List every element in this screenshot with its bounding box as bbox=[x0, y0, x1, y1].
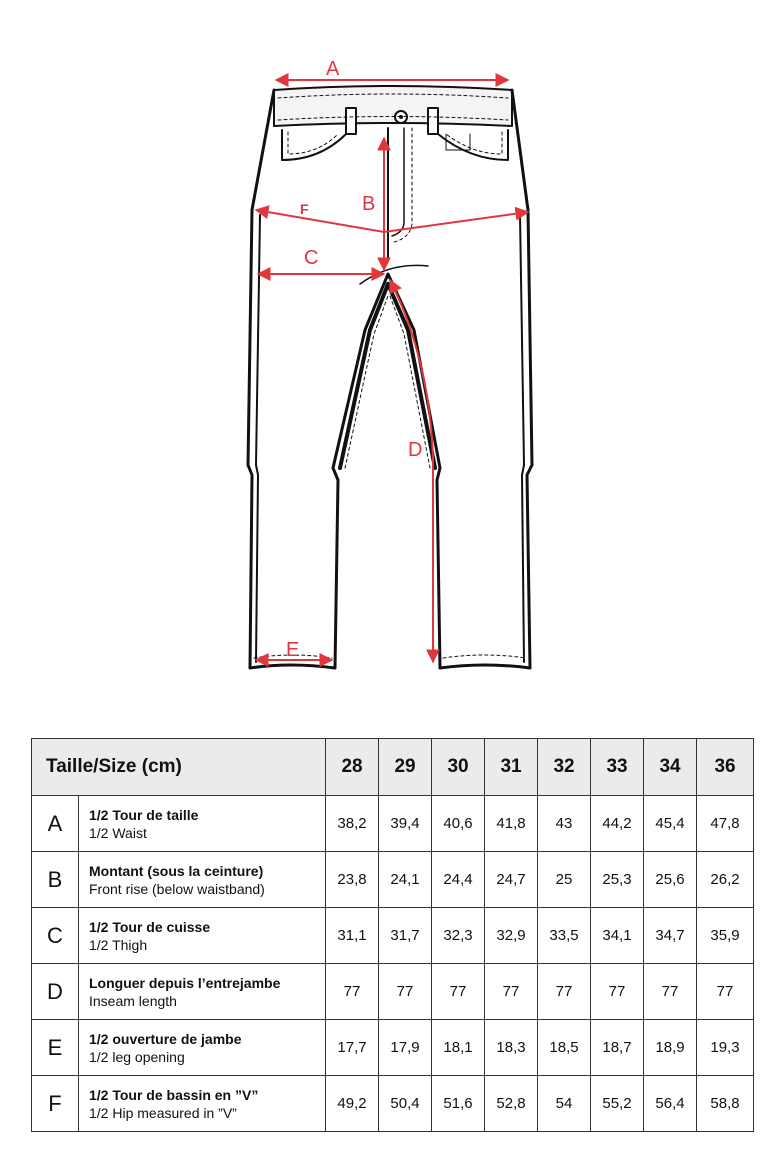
row-letter: D bbox=[32, 964, 79, 1020]
label-f: F bbox=[300, 201, 309, 217]
description-english: 1/2 Thigh bbox=[89, 936, 148, 953]
row-letter: C bbox=[32, 908, 79, 964]
size-header-31: 31 bbox=[485, 739, 538, 796]
table-cell: 77 bbox=[326, 964, 379, 1020]
size-header-28: 28 bbox=[326, 739, 379, 796]
table-cell: 56,4 bbox=[644, 1076, 697, 1132]
label-c: C bbox=[304, 247, 319, 269]
table-cell: 77 bbox=[697, 964, 754, 1020]
label-d: D bbox=[408, 439, 423, 461]
description-french: 1/2 ouverture de jambe bbox=[89, 1030, 242, 1047]
description-english: Front rise (below waistband) bbox=[89, 880, 265, 897]
table-cell: 18,3 bbox=[485, 1020, 538, 1076]
table-cell: 77 bbox=[538, 964, 591, 1020]
table-cell: 18,5 bbox=[538, 1020, 591, 1076]
label-e: E bbox=[286, 639, 300, 661]
row-letter: E bbox=[32, 1020, 79, 1076]
description-english: 1/2 Waist bbox=[89, 824, 147, 841]
table-cell: 25,3 bbox=[591, 852, 644, 908]
table-cell: 24,7 bbox=[485, 852, 538, 908]
description-french: 1/2 Tour de taille bbox=[89, 806, 199, 823]
table-cell: 17,7 bbox=[326, 1020, 379, 1076]
size-chart-table bbox=[31, 738, 754, 1132]
row-description bbox=[79, 964, 326, 1020]
table-cell: 34,7 bbox=[644, 908, 697, 964]
table-cell: 44,2 bbox=[591, 796, 644, 852]
table-cell: 18,7 bbox=[591, 1020, 644, 1076]
description-english: 1/2 leg opening bbox=[89, 1048, 185, 1065]
measure-line-f bbox=[256, 210, 528, 232]
table-cell: 35,9 bbox=[697, 908, 754, 964]
table-cell: 77 bbox=[432, 964, 485, 1020]
description-english: 1/2 Hip measured in ”V” bbox=[89, 1104, 237, 1121]
table-cell: 40,6 bbox=[432, 796, 485, 852]
table-cell: 43 bbox=[538, 796, 591, 852]
row-description bbox=[79, 908, 326, 964]
measure-line-d bbox=[390, 280, 433, 662]
table-cell: 39,4 bbox=[379, 796, 432, 852]
row-letter: A bbox=[32, 796, 79, 852]
table-row bbox=[32, 1020, 754, 1076]
label-b: B bbox=[362, 193, 376, 215]
row-letter: F bbox=[32, 1076, 79, 1132]
table-cell: 26,2 bbox=[697, 852, 754, 908]
table-cell: 17,9 bbox=[379, 1020, 432, 1076]
table-cell: 41,8 bbox=[485, 796, 538, 852]
size-header-32: 32 bbox=[538, 739, 591, 796]
size-header-30: 30 bbox=[432, 739, 485, 796]
description-french: 1/2 Tour de bassin en ”V” bbox=[89, 1086, 259, 1103]
table-row bbox=[32, 908, 754, 964]
table-cell: 45,4 bbox=[644, 796, 697, 852]
measurement-lines bbox=[256, 80, 528, 662]
table-cell: 34,1 bbox=[591, 908, 644, 964]
table-cell: 32,9 bbox=[485, 908, 538, 964]
row-description bbox=[79, 852, 326, 908]
table-cell: 77 bbox=[379, 964, 432, 1020]
table-header-row bbox=[32, 739, 754, 796]
table-cell: 51,6 bbox=[432, 1076, 485, 1132]
table-cell: 23,8 bbox=[326, 852, 379, 908]
table-cell: 50,4 bbox=[379, 1076, 432, 1132]
table-cell: 52,8 bbox=[485, 1076, 538, 1132]
label-a: A bbox=[326, 58, 340, 80]
row-description bbox=[79, 796, 326, 852]
table-cell: 47,8 bbox=[697, 796, 754, 852]
table-cell: 58,8 bbox=[697, 1076, 754, 1132]
jeans-icon bbox=[248, 86, 532, 668]
table-row bbox=[32, 796, 754, 852]
table-row bbox=[32, 1076, 754, 1132]
table-cell: 55,2 bbox=[591, 1076, 644, 1132]
table-title: Taille/Size (cm) bbox=[32, 739, 326, 796]
table-cell: 77 bbox=[644, 964, 697, 1020]
table-cell: 25,6 bbox=[644, 852, 697, 908]
description-french: Montant (sous la ceinture) bbox=[89, 862, 264, 879]
size-header-33: 33 bbox=[591, 739, 644, 796]
row-letter: B bbox=[32, 852, 79, 908]
table-cell: 19,3 bbox=[697, 1020, 754, 1076]
row-description bbox=[79, 1076, 326, 1132]
size-header-34: 34 bbox=[644, 739, 697, 796]
table-cell: 32,3 bbox=[432, 908, 485, 964]
table-cell: 18,1 bbox=[432, 1020, 485, 1076]
table-cell: 24,1 bbox=[379, 852, 432, 908]
table-cell: 77 bbox=[591, 964, 644, 1020]
size-header-36: 36 bbox=[697, 739, 754, 796]
table-cell: 77 bbox=[485, 964, 538, 1020]
table-cell: 18,9 bbox=[644, 1020, 697, 1076]
description-english: Inseam length bbox=[89, 992, 177, 1009]
table-cell: 54 bbox=[538, 1076, 591, 1132]
table-cell: 49,2 bbox=[326, 1076, 379, 1132]
row-description bbox=[79, 1020, 326, 1076]
table-cell: 25 bbox=[538, 852, 591, 908]
table-cell: 24,4 bbox=[432, 852, 485, 908]
table-row bbox=[32, 852, 754, 908]
table-cell: 31,7 bbox=[379, 908, 432, 964]
table-row bbox=[32, 964, 754, 1020]
size-header-29: 29 bbox=[379, 739, 432, 796]
description-french: Longuer depuis l’entrejambe bbox=[89, 974, 281, 991]
table-cell: 31,1 bbox=[326, 908, 379, 964]
table-cell: 33,5 bbox=[538, 908, 591, 964]
description-french: 1/2 Tour de cuisse bbox=[89, 918, 211, 935]
table-cell: 38,2 bbox=[326, 796, 379, 852]
